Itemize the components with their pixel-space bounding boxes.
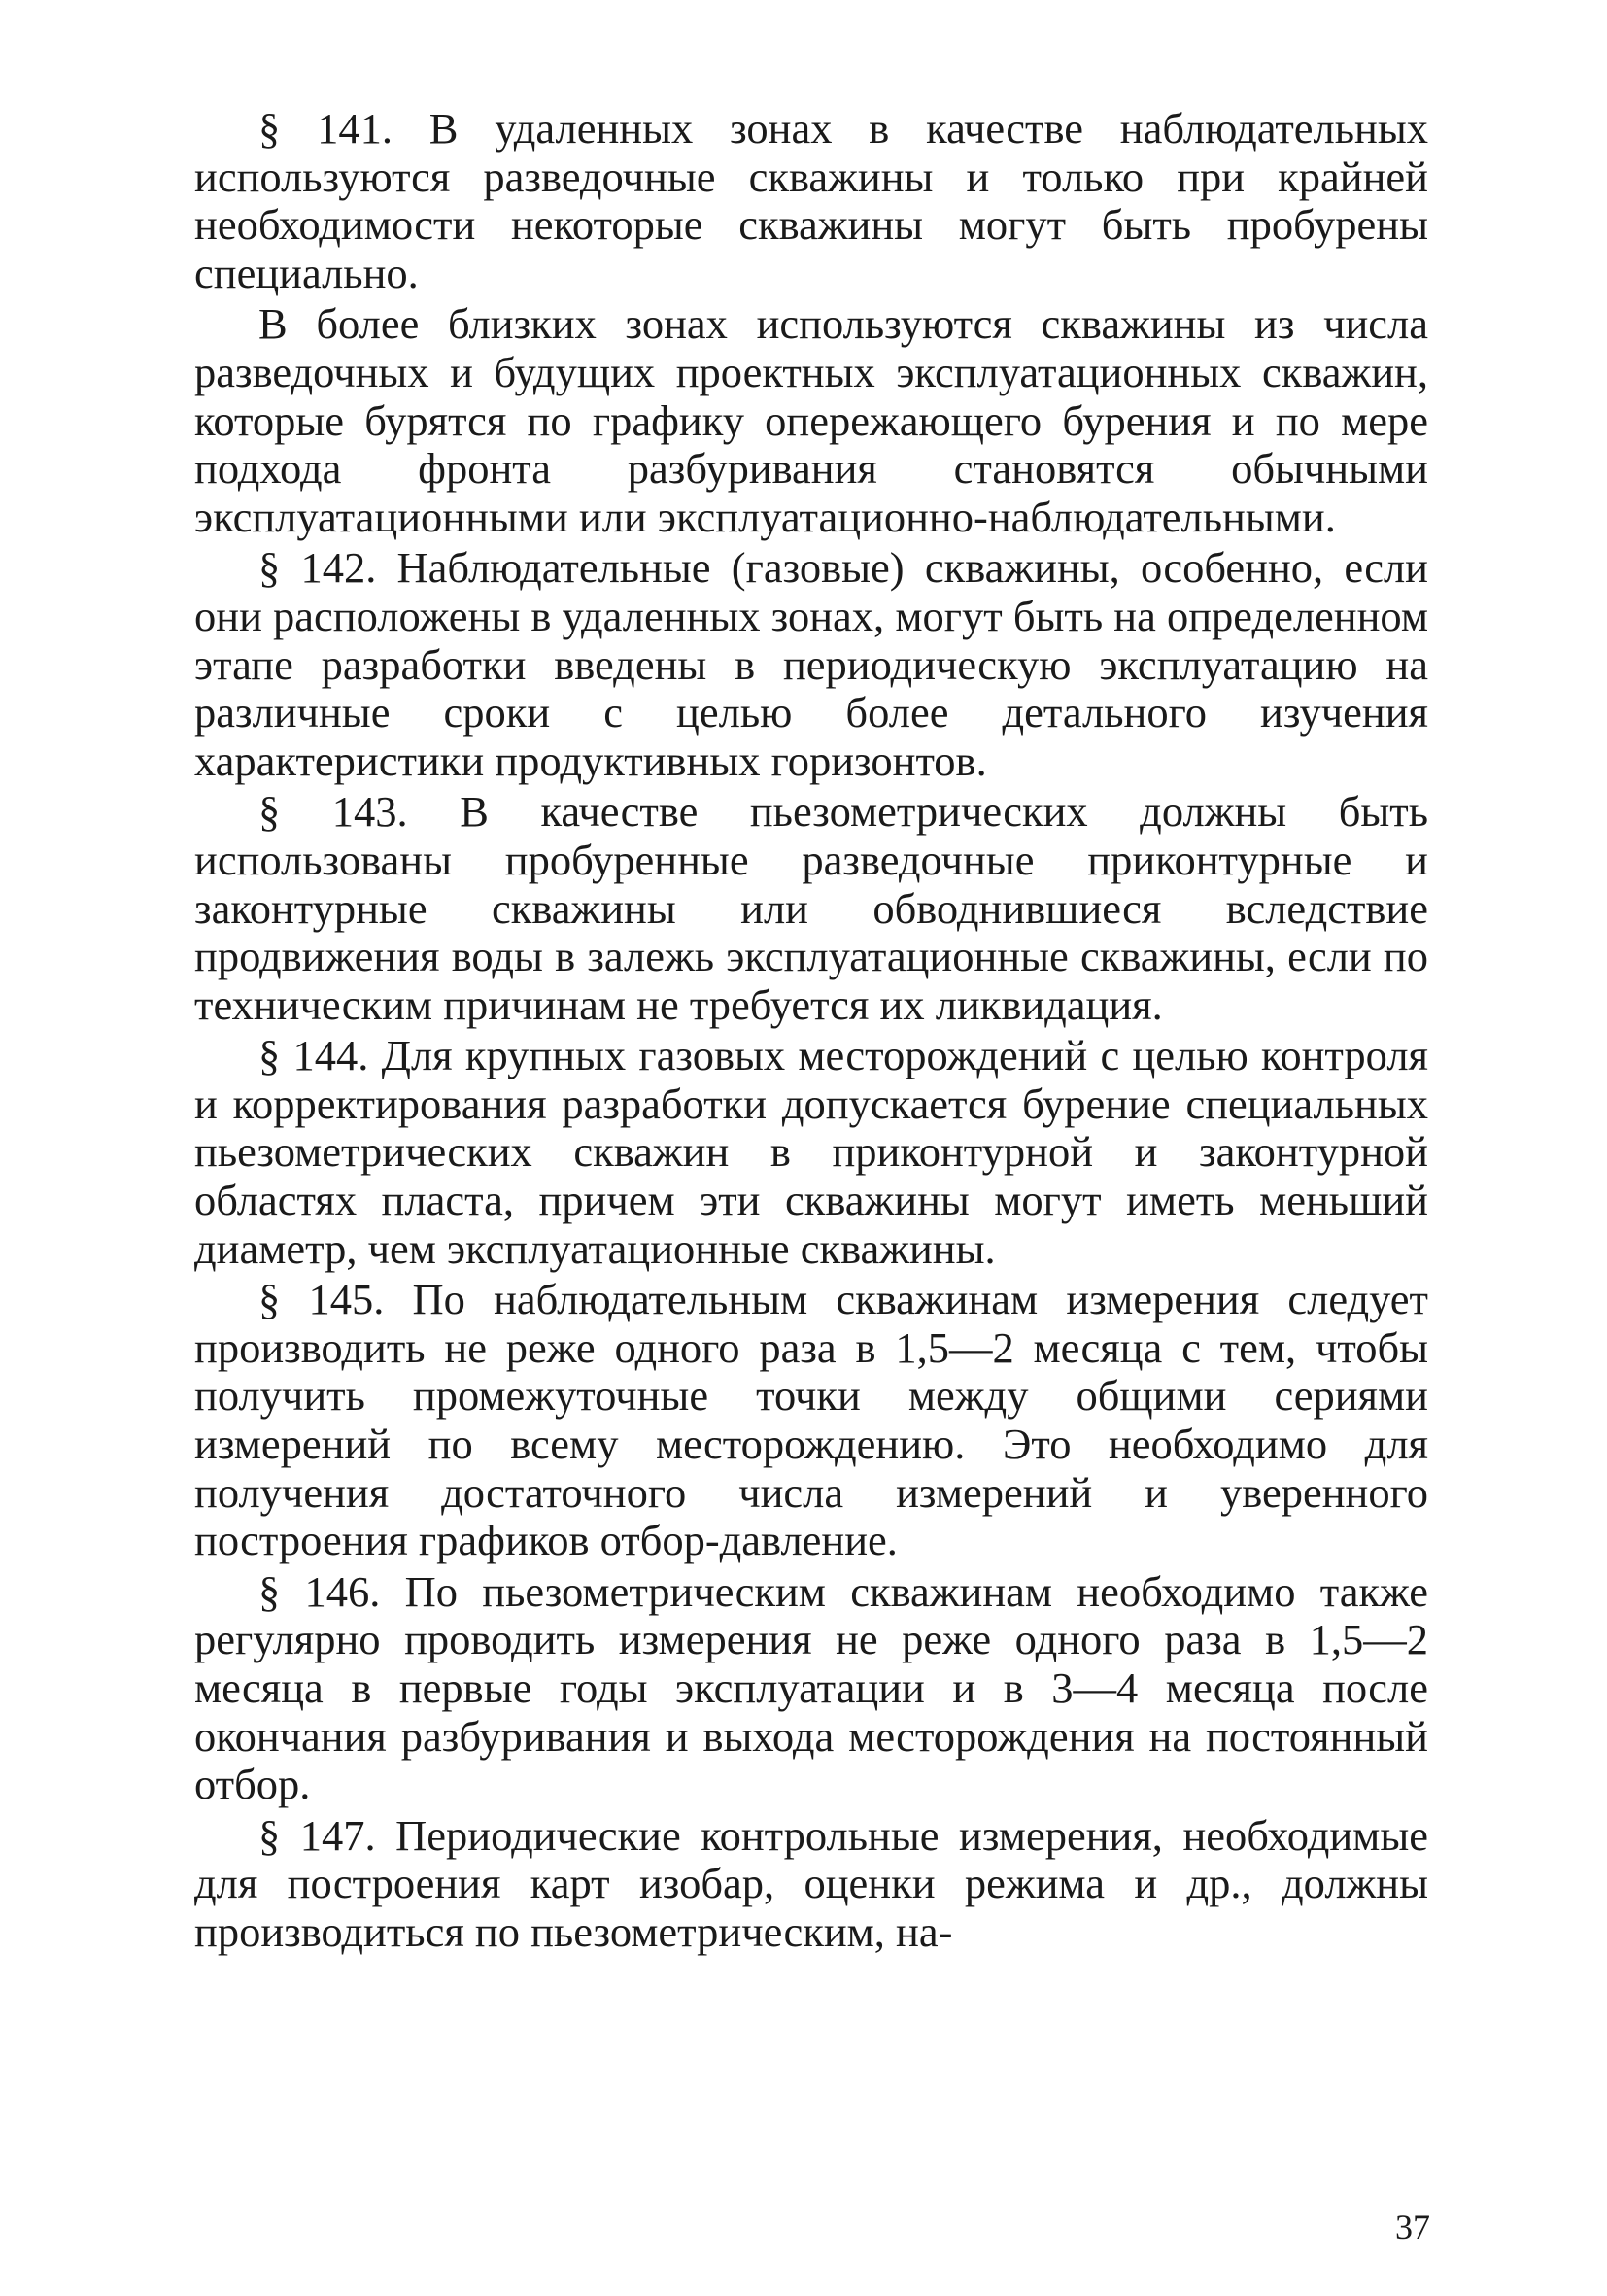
paragraph-144: § 144. Для крупных газовых месторождений с целью контроля и корректирования разработки допускается бурение специальных пьезометрических скважин в приконтурной и законтурной областях пласта, причем эти скважины могут иметь меньший диаметр, чем эксплуатационные скважины. [194,1031,1428,1273]
paragraph-141-continued: В более близких зонах используются скважины из числа разведочных и будущих проектных эксплуатационных скважин, которые бурятся по графику опережающего бурения и по мере подхода фронта разбуривания становятся обычными эксплуатационными или эксплуатационно-наблюдательными. [194,299,1428,541]
paragraph-141: § 141. В удаленных зонах в качестве наблюдательных используются разведочные скважины и только при крайней необходимости некоторые скважины могут быть пробурены специально. [194,104,1428,297]
paragraph-143: § 143. В качестве пьезометрических должны быть использованы пробуренные разведочные приконтурные и законтурные скважины или обводнившиеся вследствие продвижения воды в залежь эксплуатационные скважины, если по техническим причинам не требуется их ликвидация. [194,787,1428,1029]
paragraph-145: § 145. По наблюдательным скважинам измерения следует производить не реже одного раза в 1,5—2 месяца с тем, чтобы получить промежуточные точки между общими сериями измерений по всему месторождению. Это необходимо для получения достаточного числа измерений и уверенного построения графиков отбор-давление. [194,1275,1428,1565]
paragraph-147: § 147. Периодические контрольные измерения, необходимые для построения карт изобар, оценки режима и др., должны производиться по пьезометрическим, на- [194,1810,1428,1956]
body-text [194,105,1428,1957]
page-number: 37 [1395,2208,1430,2246]
paragraph-146: § 146. По пьезометрическим скважинам необходимо также регулярно проводить измерения не реже одного раза в 1,5—2 месяца в первые годы эксплуатации и в 3—4 месяца после окончания разбуривания и выхода месторождения на постоянный отбор. [194,1566,1428,1809]
paragraph-142: § 142. Наблюдательные (газовые) скважины, особенно, если они расположены в удаленных зонах, могут быть на определенном этапе разработки введены в периодическую эксплуатацию на различные сроки с целью более детального изучения характеристики продуктивных горизонтов. [194,543,1428,785]
